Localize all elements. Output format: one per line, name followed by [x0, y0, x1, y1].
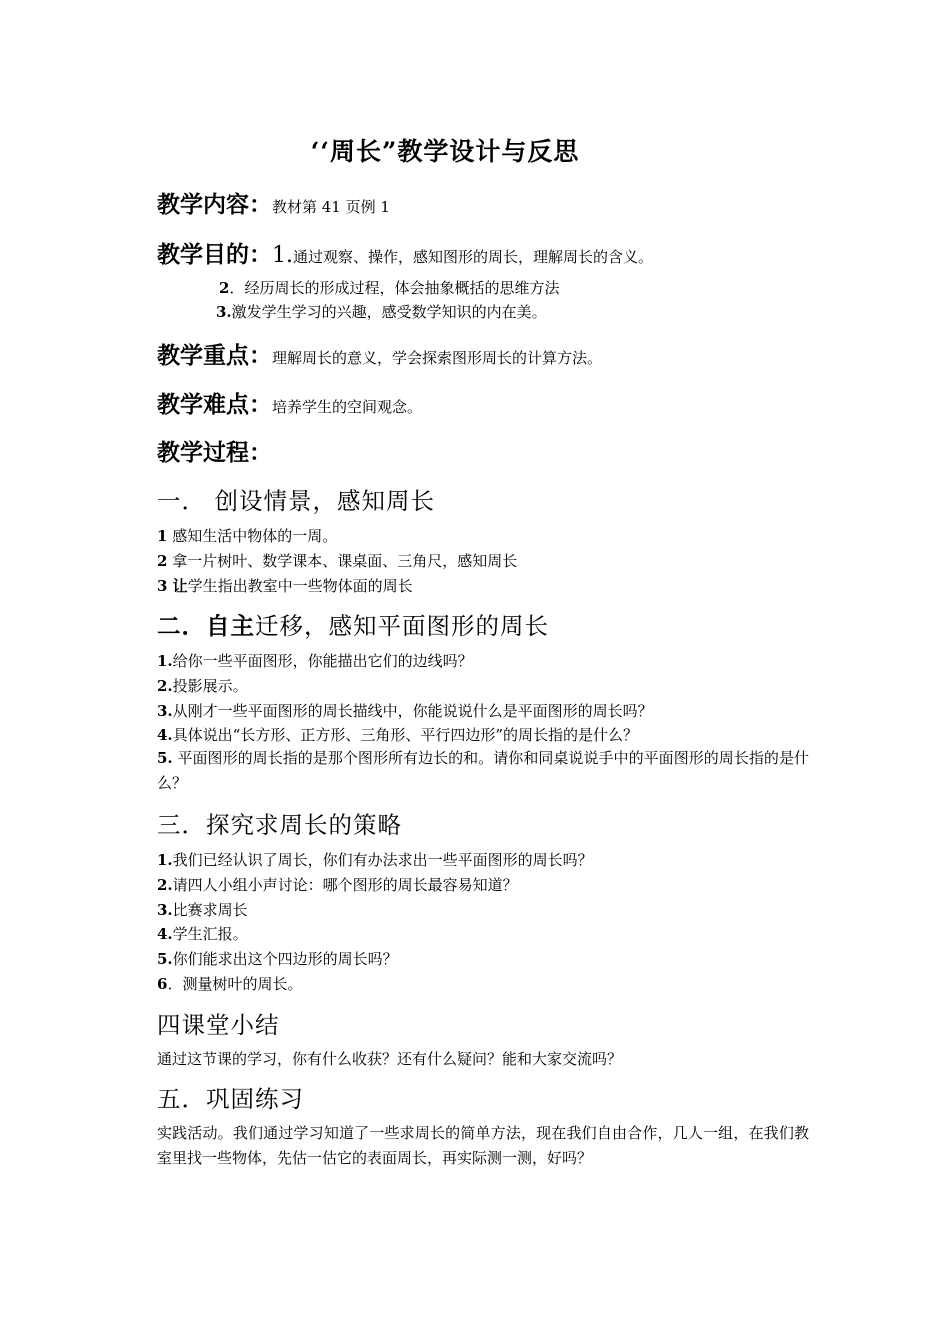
item-text: 感知生活中物体的一周。 — [167, 527, 338, 545]
key-point-value: 理解周长的意义，学会探索图形周长的计算方法。 — [272, 349, 603, 367]
item-text: 具体说出“长方形、正方形、三角形、平行四边形”的周长指的是什么？ — [172, 726, 639, 744]
section-3-item — [157, 948, 398, 969]
item-text: 学生指出教室中一些物体面的周长 — [187, 577, 413, 595]
difficulty-label: 教学难点： — [157, 391, 272, 418]
item-text: 投影展示。 — [172, 677, 248, 695]
item-text: 请四人小组小声讨论：哪个图形的周长最容易知道？ — [172, 876, 518, 894]
section-3-item — [157, 923, 248, 944]
item-number: 1 — [157, 527, 168, 545]
section-5-text: 实践活动。我们通过学习知道了一些求周长的简单方法，现在我们自由合作，几人一组，在我们教室里找一些物体，先估一估它的表面周长，再实际测一测，好吗？ — [157, 1124, 809, 1167]
item-number: 2. — [157, 677, 173, 695]
section-3-item — [157, 874, 518, 895]
item-number: 6 — [157, 975, 168, 993]
goal-3 — [216, 301, 547, 322]
goal-1-number: 1. — [272, 243, 293, 268]
process-row — [157, 434, 272, 467]
section-2-heading-bold: 二．自主 — [157, 612, 255, 640]
section-3-item — [157, 973, 302, 994]
section-3-heading: 三．探究求周长的策略 — [157, 811, 402, 839]
section-3-item — [157, 899, 248, 920]
teaching-content-value: 教材第 41 页例 1 — [272, 198, 390, 216]
section-1-item — [157, 525, 337, 546]
item-number: 3 让 — [157, 577, 188, 595]
item-number: 4. — [157, 726, 173, 744]
difficulty-row — [157, 386, 422, 419]
section-2-heading-rest: 迁移，感知平面图形的周长 — [255, 612, 549, 640]
section-2-item — [157, 675, 248, 696]
teaching-content-row — [157, 186, 390, 219]
key-point-label: 教学重点： — [157, 342, 272, 369]
goal-2 — [219, 277, 559, 298]
item-text: 从刚才一些平面图形的周长描线中，你能说说什么是平面图形的周长吗？ — [172, 702, 653, 720]
item-number: 5. — [157, 950, 173, 968]
item-text: 拿一片树叶、数学课本、课桌面、三角尺，感知周长 — [167, 552, 518, 570]
section-1-item — [157, 575, 413, 596]
goal-2-number: 2 — [219, 279, 230, 297]
item-number: 3. — [157, 702, 173, 720]
section-2-item — [157, 724, 638, 745]
item-text: 学生汇报。 — [172, 925, 248, 943]
section-2-heading — [157, 607, 549, 641]
teaching-content-label: 教学内容： — [157, 191, 272, 218]
difficulty-value: 培养学生的空间观念。 — [272, 398, 423, 416]
goal-3-text: 激发学生学习的兴趣，感受数学知识的内在美。 — [231, 303, 547, 321]
section-3-item — [157, 849, 593, 870]
section-1-heading: 一． 创设情景，感知周长 — [157, 487, 435, 515]
item-text: 比赛求周长 — [172, 901, 248, 919]
section-5-heading: 五．巩固练习 — [157, 1085, 304, 1113]
item-text: 我们已经认识了周长，你们有办法求出一些平面图形的周长吗？ — [172, 851, 593, 869]
item-number: 2. — [157, 876, 173, 894]
item-number: 3. — [157, 901, 173, 919]
item-text: 给你一些平面图形，你能描出它们的边线吗？ — [172, 652, 473, 670]
section-2-item — [157, 700, 653, 721]
process-label: 教学过程： — [157, 439, 272, 466]
section-4-heading: 四课堂小结 — [157, 1011, 280, 1039]
item-number: 4. — [157, 925, 173, 943]
item-text: ．测量树叶的周长。 — [167, 975, 303, 993]
item-number: 5. — [157, 749, 173, 767]
teaching-goals-label: 教学目的： — [157, 241, 272, 268]
section-2-item — [157, 650, 473, 671]
item-number: 1. — [157, 652, 173, 670]
teaching-goals-row — [157, 236, 653, 269]
section-4-text: 通过这节课的学习，你有什么收获？还有什么疑问？能和大家交流吗？ — [157, 1050, 623, 1068]
section-1-item — [157, 550, 517, 571]
key-point-row — [157, 337, 602, 370]
item-number: 1. — [157, 851, 173, 869]
goal-3-number: 3. — [216, 303, 232, 321]
goal-2-text: ．经历周长的形成过程，体会抽象概括的思维方法 — [229, 279, 560, 297]
item-text: 你们能求出这个四边形的周长吗？ — [172, 950, 398, 968]
section-2-item-5 — [157, 746, 809, 796]
item-number: 2 — [157, 552, 168, 570]
goal-1-text: 通过观察、操作，感知图形的周长，理解周长的含义。 — [293, 248, 654, 266]
item-text: 平面图形的周长指的是那个图形所有边长的和。请你和同桌说说手中的平面图形的周长指的是什么？ — [157, 749, 809, 792]
document-title: ‘‘周长”教学设计与反思 — [310, 137, 580, 166]
